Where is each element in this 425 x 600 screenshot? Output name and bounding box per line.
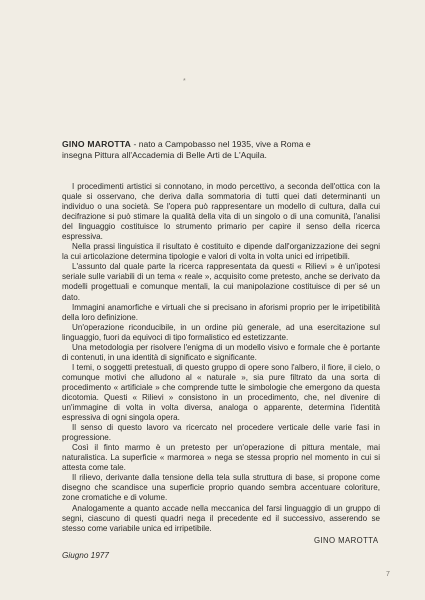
essay-paragraph: Immagini anamorfiche e virtuali che si precisano in aforismi proprio per le irripetibilità della loro definizione. [62,302,380,322]
bio-author-name: GINO MAROTTA [62,139,132,149]
bio-text: - nato a Campobasso nel 1935, vive a Roma e insegna Pittura all'Accademia di Belle Arti de L'Aquila. [62,139,311,160]
essay-paragraph: I procedimenti artistici si connotano, in modo percettivo, a seconda dell'ottica con la quale si osservano, che deriva dalla sommatoria di tutti quei dati determinanti un individuo o una società. Se l'opera può rappresentare un modello di cultura, dalla cui decifrazione si può stimare la qualità della vita di un singolo o di una comunità, l'analisi del linguaggio costituisce lo strumento primario per capire il senso della ricerca espressiva. [62,182,380,242]
essay-body [62,182,380,534]
essay-paragraph: Un'operazione riconducibile, in un ordine più generale, ad una esercitazione sul linguaggio, fuori da equivoci di tipo formalistico ed estetizzante. [62,322,380,342]
essay-paragraph: I temi, o soggetti pretestuali, di questo gruppo di opere sono l'albero, il fiore, il cielo, o comunque motivi che alludono al « naturale », sia pure filtrato da una sorta di procedimento « artificiale » che comprende tutte le simbologie che emergono da questa dicotomia. Questi « Rilievi » consistono in un procedimento, che, nel divenire di un'immagine di volta in volta diversa, analoga o apparente, determina l'identità espressiva di ogni singola opera. [62,362,380,423]
essay-paragraph: Analogamente a quanto accade nella meccanica del farsi linguaggio di un gruppo di segni, ciascuno di questi quadri nega il precedente ed il successivo, asserendo se stesso come variabile unica ed irripetibile. [62,503,380,533]
essay-paragraph: Così il finto marmo è un pretesto per un'operazione di pittura mentale, mai naturalistica. La superficie « marmorea » nega se stessa proprio nel momento in cui si attesta come tale. [62,443,380,473]
page-number: 7 [386,571,390,578]
essay-paragraph: Il rilievo, derivante dalla tensione della tela sulla struttura di base, si propone come disegno che scandisce una superficie proprio quando sembra accentuare coloriture, zone cromatiche e di volume. [62,473,380,503]
essay-paragraph: Nella prassi linguistica il risultato è costituito e dipende dall'organizzazione dei segni la cui articolazione determina tipologie e valori di volta in volta unici ed irripetibili. [62,242,380,262]
essay-paragraph: L'assunto dal quale parte la ricerca rappresentata da questi « Rilievi » è un'ipotesi seriale sulle variabili di un tema « reale », acquisito come pretesto, anche se derivato da modelli progettuali e comunque mentali, la cui manipolazione costituisce di per sé un dato. [62,262,380,302]
top-mark: * [183,78,186,85]
author-bio [62,139,312,160]
essay-paragraph: Una metodologia per risolvere l'enigma di un modello visivo e formale che è portante di contenuti, in una identità di significato e significante. [62,342,380,362]
signature: GINO MAROTTA [314,536,379,545]
date-line: Giugno 1977 [62,551,109,560]
essay-paragraph: Il senso di questo lavoro va ricercato nel procedere verticale delle varie fasi in progressione. [62,423,380,443]
